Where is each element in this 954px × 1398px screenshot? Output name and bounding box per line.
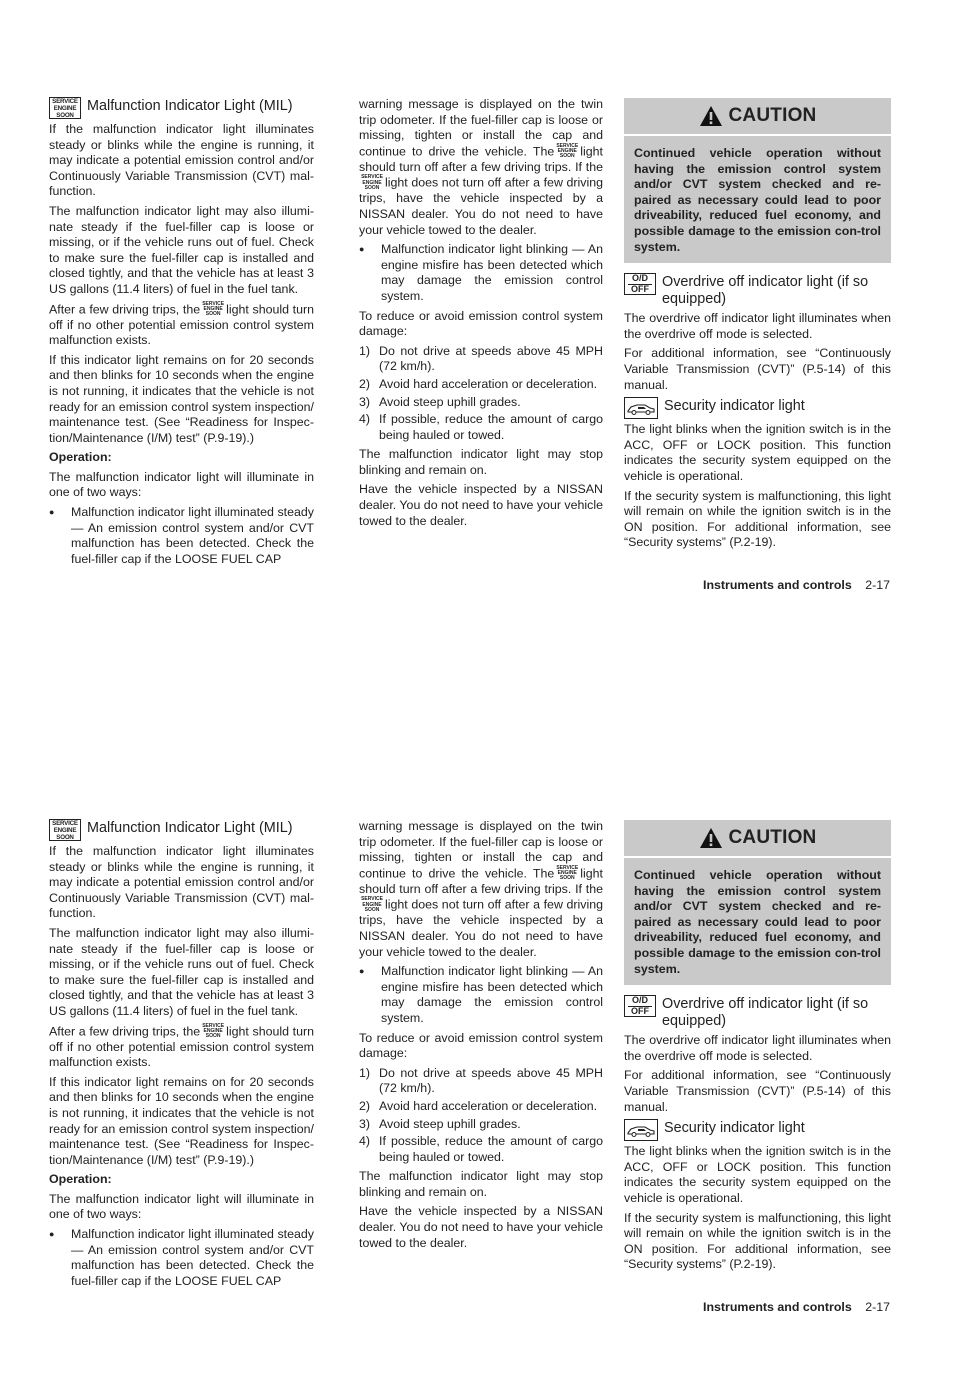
bullet-steady-continued: warning message is displayed on the twin trip odometer. If the fuel-filler cap is loose or missing, tighten or install the cap and continue to drive the vehicle. The SERVICE ENGINE SOON light should turn off after a few driving trips. If the SERVICE ENGINE SOON light does not turn off after a few driving trips, have the vehicle inspected by a NISSAN dealer. You do not need to have your vehicle towed to the dealer. (359, 819, 603, 959)
operation-text: The malfunction indicator light will illuminate in one of two ways: (49, 469, 314, 500)
caution-body: Continued vehicle operation without having the emission control system and/or CVT system checked and re-paired as necessary could lead to poor driveability, reduced fuel economy, and possible damage to the emission con-trol system. (634, 146, 881, 254)
footer-section: Instruments and controls (703, 578, 852, 592)
bullet-blinking: ● Malfunction indicator light blinking — An engine misfire has been detected which may damage the emission control system. (359, 242, 603, 304)
middle-column (359, 819, 603, 1255)
list-item: 2) Avoid hard acceleration or deceleration. (359, 376, 598, 391)
security-car-key-icon (624, 397, 658, 419)
page-number: 2-17 (865, 1300, 890, 1314)
od-paragraph-1: The overdrive off indicator light illuminates when the overdrive off mode is selected. (624, 1033, 891, 1063)
mil-paragraph-1: If the malfunction indicator light illuminates steady or blinks while the engine is running, it may indicate a potential emission control and/or Continuously Variable Transmission (CVT) mal-function. (49, 122, 314, 199)
mil-paragraph-3: After a few driving trips, the SERVICE ENGINE SOON light should turn off if no other potential emission control system malfunction exists. (49, 1022, 314, 1070)
service-engine-soon-icon: SERVICE ENGINE SOON (361, 896, 383, 913)
caution-header (624, 98, 891, 136)
page-number: 2-17 (865, 578, 890, 592)
mil-heading (49, 819, 314, 841)
mil-paragraph-2: The malfunction indicator light may also illumi-nate steady if the fuel-filler cap is loose or missing, or if the vehicle runs out of fuel. Check to make sure the fuel-filler cap is installed and closed tightly, and that the vehicle has at least 3 US gallons (11.4 liters) of fuel in the fuel tank. (49, 925, 314, 1018)
mil-heading-text: Malfunction Indicator Light (MIL) (87, 98, 293, 114)
od-heading (624, 995, 891, 1030)
list-item: 1) Do not drive at speeds above 45 MPH (72 km/h). (359, 343, 603, 374)
operation-label: Operation: (49, 1172, 112, 1187)
od-heading (624, 273, 891, 308)
caution-box (624, 98, 891, 263)
security-paragraph-1: The light blinks when the ignition switch is in the ACC, OFF or LOCK position. This function indicates the security system equipped on the vehicle is operational. (624, 1144, 891, 1205)
manual-page-top (0, 0, 954, 676)
reduce-intro: To reduce or avoid emission control system damage: (359, 308, 603, 339)
service-engine-soon-icon: SERVICE ENGINE SOON (49, 819, 81, 841)
caution-title: CAUTION (728, 827, 817, 849)
stop-blinking-text: The malfunction indicator light may stop blinking and remain on. (359, 1169, 603, 1199)
warning-icon (699, 827, 723, 849)
caution-title: CAUTION (728, 105, 817, 127)
od-heading-text: Overdrive off indicator light (if so equipped) (662, 274, 869, 308)
security-paragraph-2: If the security system is malfunctioning, this light will remain on while the ignition switch is in the ON position. For additional information, see “Security systems” (P.2-19). (624, 488, 891, 550)
caution-box (624, 820, 891, 985)
service-engine-soon-icon: SERVICE ENGINE SOON (49, 97, 81, 119)
reduce-steps-list (359, 344, 603, 444)
service-engine-soon-icon: SERVICE ENGINE SOON (361, 174, 383, 191)
mil-paragraph-3: After a few driving trips, the SERVICE ENGINE SOON light should turn off if no other potential emission control system malfunction exists. (49, 300, 314, 348)
od-paragraph-2: For additional information, see “Continuously Variable Transmission (CVT)” (P.5-14) of this manual. (624, 1068, 891, 1114)
inspect-text: Have the vehicle inspected by a NISSAN dealer. You do not need to have your vehicle towed to the dealer. (359, 1204, 603, 1250)
caution-header (624, 820, 891, 858)
reduce-intro: To reduce or avoid emission control system damage: (359, 1030, 603, 1061)
left-column (49, 819, 314, 1293)
security-car-key-icon (624, 1119, 658, 1141)
middle-column (359, 97, 603, 533)
inspect-text: Have the vehicle inspected by a NISSAN dealer. You do not need to have your vehicle towed to the dealer. (359, 482, 603, 528)
warning-icon (699, 105, 723, 127)
operation-label: Operation: (49, 450, 112, 465)
security-heading-text: Security indicator light (664, 398, 805, 415)
mil-paragraph-4: If this indicator light remains on for 20 seconds and then blinks for 10 seconds when the engine is not running, it indicates that the vehicle is not ready for an emission control system inspection/ maintenance test. (See “Readiness for Inspec-tion/Maintenance (I/M) test” (P.9-19).) (49, 1074, 314, 1167)
list-item: 3) Avoid steep uphill grades. (359, 394, 521, 409)
left-column (49, 97, 314, 571)
security-heading-text: Security indicator light (664, 1120, 805, 1137)
page-footer (703, 1300, 890, 1314)
reduce-steps-list (359, 1066, 603, 1166)
page-footer (703, 578, 890, 592)
mil-heading-text: Malfunction Indicator Light (MIL) (87, 820, 293, 836)
operation-text: The malfunction indicator light will illuminate in one of two ways: (49, 1191, 314, 1222)
service-engine-soon-icon: SERVICE ENGINE SOON (202, 300, 225, 317)
stop-blinking-text: The malfunction indicator light may stop blinking and remain on. (359, 447, 603, 477)
od-off-icon: O/D OFF (624, 995, 656, 1017)
od-paragraph-1: The overdrive off indicator light illuminates when the overdrive off mode is selected. (624, 311, 891, 341)
service-engine-soon-icon: SERVICE ENGINE SOON (556, 864, 579, 882)
mil-paragraph-1: If the malfunction indicator light illuminates steady or blinks while the engine is running, it may indicate a potential emission control and/or Continuously Variable Transmission (CVT) mal-function. (49, 844, 314, 921)
bullet-steady-continued: warning message is displayed on the twin trip odometer. If the fuel-filler cap is loose or missing, tighten or install the cap and continue to drive the vehicle. The SERVICE ENGINE SOON light should turn off after a few driving trips. If the SERVICE ENGINE SOON light does not turn off after a few driving trips, have the vehicle inspected by a NISSAN dealer. You do not need to have your vehicle towed to the dealer. (359, 97, 603, 237)
security-paragraph-1: The light blinks when the ignition switch is in the ACC, OFF or LOCK position. This function indicates the security system equipped on the vehicle is operational. (624, 422, 891, 483)
mil-paragraph-4: If this indicator light remains on for 20 seconds and then blinks for 10 seconds when the engine is not running, it indicates that the vehicle is not ready for an emission control system inspection/ maintenance test. (See “Readiness for Inspec-tion/Maintenance (I/M) test” (P.9-19).) (49, 352, 314, 445)
security-paragraph-2: If the security system is malfunctioning, this light will remain on while the ignition switch is in the ON position. For additional information, see “Security systems” (P.2-19). (624, 1210, 891, 1272)
bullet-steady: ● Malfunction indicator light illuminated steady — An emission control system and/or CVT malfunction has been detected. Check the fuel-filler cap if the LOOSE FUEL CAP (49, 1227, 314, 1289)
caution-body: Continued vehicle operation without having the emission control system and/or CVT system checked and re-paired as necessary could lead to poor driveability, reduced fuel economy, and possible damage to the emission con-trol system. (634, 868, 881, 976)
footer-section: Instruments and controls (703, 1300, 852, 1314)
service-engine-soon-icon: SERVICE ENGINE SOON (202, 1022, 225, 1039)
manual-page-bottom (0, 722, 954, 1398)
list-item: 4) If possible, reduce the amount of cargo being hauled or towed. (359, 412, 603, 442)
bullet-blinking: ● Malfunction indicator light blinking — An engine misfire has been detected which may damage the emission control system. (359, 964, 603, 1026)
list-item: 2) Avoid hard acceleration or deceleration. (359, 1098, 598, 1113)
od-heading-text: Overdrive off indicator light (if so equipped) (662, 996, 869, 1030)
right-column (624, 98, 891, 555)
security-heading (624, 397, 891, 419)
mil-paragraph-2: The malfunction indicator light may also illumi-nate steady if the fuel-filler cap is loose or missing, or if the vehicle runs out of fuel. Check to make sure the fuel-filler cap is installed and closed tightly, and that the vehicle has at least 3 US gallons (11.4 liters) of fuel in the fuel tank. (49, 203, 314, 296)
bullet-steady: ● Malfunction indicator light illuminated steady — An emission control system and/or CVT malfunction has been detected. Check the fuel-filler cap if the LOOSE FUEL CAP (49, 505, 314, 567)
mil-heading (49, 97, 314, 119)
list-item: 1) Do not drive at speeds above 45 MPH (72 km/h). (359, 1065, 603, 1096)
od-off-icon: O/D OFF (624, 273, 656, 295)
list-item: 3) Avoid steep uphill grades. (359, 1116, 521, 1131)
service-engine-soon-icon: SERVICE ENGINE SOON (556, 142, 579, 160)
list-item: 4) If possible, reduce the amount of cargo being hauled or towed. (359, 1134, 603, 1164)
right-column (624, 820, 891, 1277)
security-heading (624, 1119, 891, 1141)
od-paragraph-2: For additional information, see “Continuously Variable Transmission (CVT)” (P.5-14) of this manual. (624, 346, 891, 392)
